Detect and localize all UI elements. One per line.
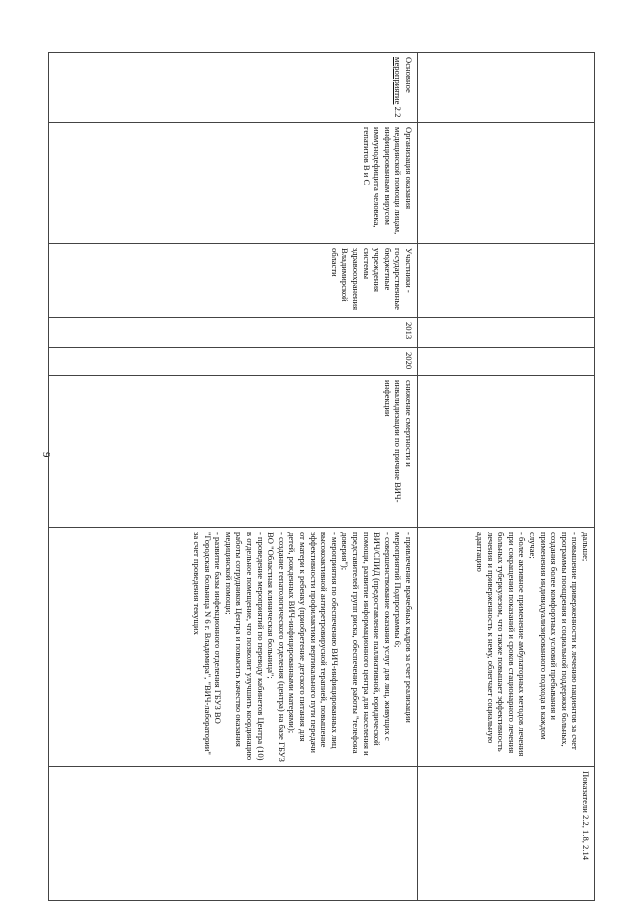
cell-executor [49,244,418,318]
indicators-prev-text: Показатели 2.2, 1.8, 2.14 [581,771,591,861]
measure-item: - развитие базы инфекционного отделения ГБУЗ ВО "Городская больница N 6 г. Владимира", "ВИЧ-лаборатории" за счет проведения текущих [192,532,224,755]
measures-prev-text: дальше; - повышение приверженности к лечению пациентов за счет программы поощрения и социальной поддержки больных, создания более комфортных условий пребывания и применения индивидуализированного подхода в каждом случае; - более активное применение амбулаторных методов лечения при сокращении показаний и сроков стационарного лечения больных туберкулезом, что также повышает эффективность лечения и приверженность к нему, облегчает социальную адаптацию [475,532,591,757]
measure-item: - мероприятия по обеспечению ВИЧ-инфицированных лиц высокоактивной антиретровирусной терапией, повышение эффективности профилактики вертикального пути передачи от матери к ребенку (приобретение детского питания для детей, рожденных ВИЧ-инфицированными матерями); [287,532,340,753]
page-number: 9 [40,452,52,458]
cell-measures [49,528,418,767]
cell-event [49,53,418,123]
cell-event-prev [418,53,595,123]
measure-item: - совершенствование оказания услуг для лиц, живущих с ВИЧ/СПИД (предоставление паллиативной, юридической помощи, развитие информационного центра для населения и представителей групп риска, обеспечение работы "телефона доверия"); [340,532,393,756]
cell-name-prev [418,123,595,244]
result-text: снижение смертности и инвалидизации по причине ВИЧ-инфекции [382,380,414,503]
cell-end-prev [418,348,595,376]
measure-item: - создание гепатологического отделения (центра) на базе ГБУЗ ВО "Областная клиническая больница"; [266,532,287,762]
event-label: Основное мероприятие 2.2 [393,57,414,118]
executor-text: Участники - государственные бюджетные учреждения системы здравоохранения Владимирской области [329,248,414,311]
cell-start-prev [418,318,595,348]
cell-start [49,318,418,348]
cell-result [49,376,418,528]
cell-executor-prev [418,244,595,318]
cell-end [49,348,418,376]
table-row-previous [418,53,595,901]
event-name-text: Организация оказания медицинской помощи лицам, инфицированным вирусом иммунодефицита человека, гепатитов B и C [361,127,414,235]
end-year-text: 2020 [404,352,414,370]
measure-item: - проведение мероприятий по переводу кабинетов Центра (10) в отдельное помещение, что позволит улучшить координацию работы сотрудников Центра и повысить качество оказания медицинской помощи; [223,532,266,761]
cell-indicators-prev [418,767,595,901]
cell-measures-prev [418,528,595,767]
start-year-text: 2013 [404,322,414,340]
measure-item: - привлечение врачебных кадров за счет реализации мероприятий Подпрограммы 6; [393,532,414,723]
table-row-main [49,53,418,901]
cell-indicators [49,767,418,901]
program-table [48,52,595,901]
cell-name [49,123,418,244]
cell-result-prev [418,376,595,528]
event-link[interactable]: мероприятие [393,57,404,105]
